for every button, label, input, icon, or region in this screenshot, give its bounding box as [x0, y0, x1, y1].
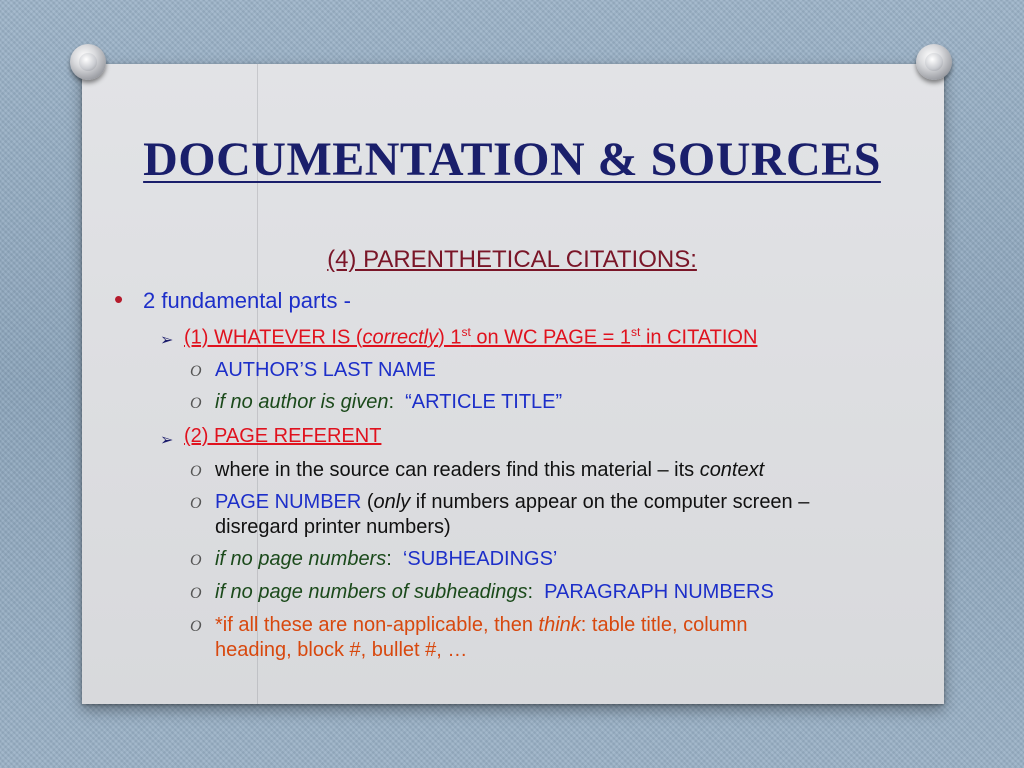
o-bullet-icon: O — [190, 363, 202, 380]
arrow-bullet-icon: ➢ — [160, 432, 174, 449]
o-bullet-icon: O — [190, 395, 202, 412]
page-number-item: PAGE NUMBER (only if numbers appear on the computer screen – — [215, 491, 810, 513]
context-item: where in the source can readers find this material – its context — [215, 459, 765, 481]
bullet-dot-icon: • — [114, 284, 124, 314]
page-number-item-line2: disregard printer numbers) — [215, 516, 451, 538]
no-author-item: if no author is given: “ARTICLE TITLE” — [215, 391, 563, 413]
no-page-numbers-item: if no page numbers: ‘SUBHEADINGS’ — [215, 548, 558, 570]
author-last-name: AUTHOR’S LAST NAME — [215, 359, 436, 381]
arrow-bullet-icon: ➢ — [160, 332, 174, 349]
part1-heading: (1) WHATEVER IS (correctly) 1st on WC PAGE = 1st in CITATION — [184, 325, 758, 349]
o-bullet-icon: O — [190, 463, 202, 480]
no-subheadings-item: if no page numbers of subheadings: PARAGRAPH NUMBERS — [215, 581, 774, 603]
pushpin-right-icon — [916, 44, 952, 80]
pushpin-left-icon — [70, 44, 106, 80]
o-bullet-icon: O — [190, 495, 202, 512]
non-applicable-item-line2: heading, block #, bullet #, … — [215, 639, 468, 661]
non-applicable-item: *if all these are non-applicable, then think: table title, column — [215, 614, 748, 636]
bullet-fundamental-parts: 2 fundamental parts - — [143, 288, 351, 313]
page-title: DOCUMENTATION & SOURCES — [143, 133, 881, 186]
o-bullet-icon: O — [190, 618, 202, 635]
subtitle: (4) PARENTHETICAL CITATIONS: — [327, 246, 697, 273]
o-bullet-icon: O — [190, 585, 202, 602]
o-bullet-icon: O — [190, 552, 202, 569]
part2-heading: (2) PAGE REFERENT — [184, 425, 382, 447]
